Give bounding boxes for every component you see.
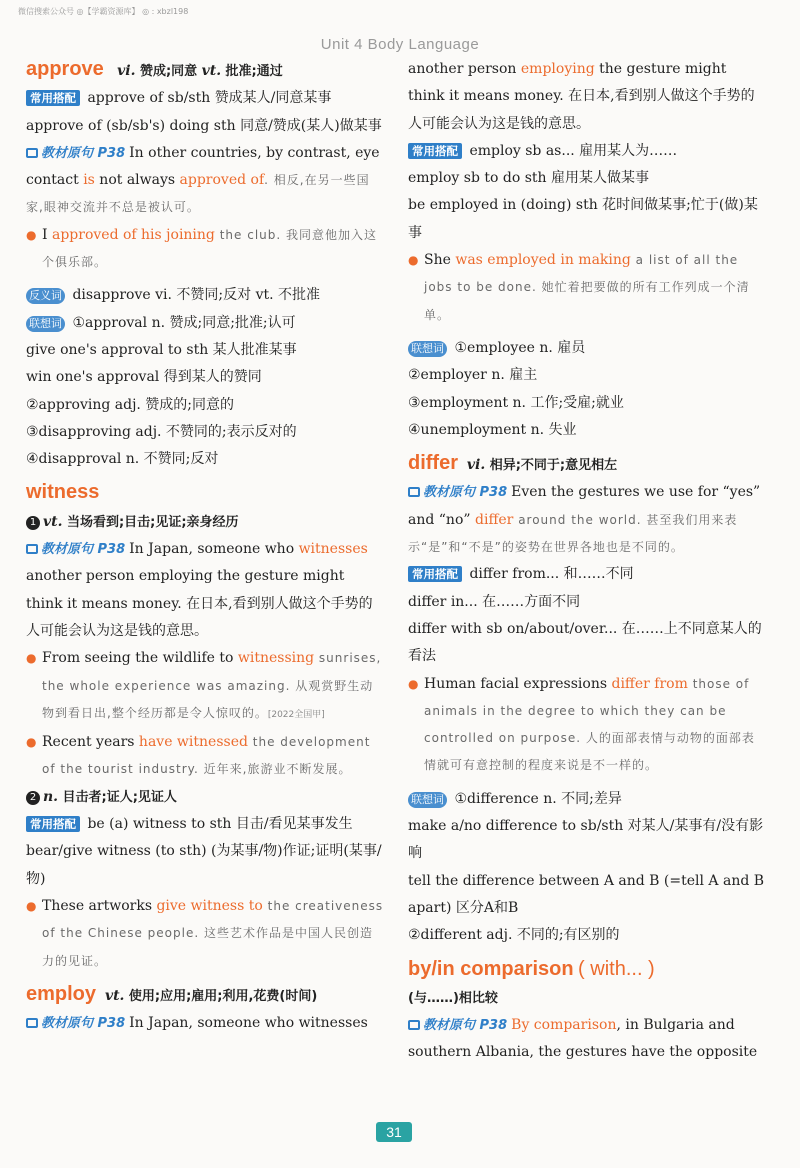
top-watermark: 微信搜索公众号 ◎【学霸资源库】 ◎ : xbzl198 (18, 7, 189, 16)
source-tag (26, 146, 125, 161)
collocation-line: be employed in (doing) sth 花时间做某事;忙于(做)某事 (408, 197, 758, 241)
association-line: ②employer n. 雇主 (408, 367, 538, 384)
translation: a list of all the jobs to be done. 她忙着把要做的所有工作列成一个清单。 (424, 253, 750, 322)
highlight: differ from (611, 675, 688, 692)
right-column (408, 56, 766, 1067)
highlight: was employed in making (455, 252, 631, 269)
bullet-icon: ● (26, 898, 37, 913)
association-line: tell the difference between A and B (=tell A and B apart) 区分A和B (408, 872, 765, 916)
book-icon (26, 1018, 38, 1028)
translation: the creativeness of the Chinese people. 这些艺术作品是中国人民创造力的见证。 (42, 898, 384, 968)
highlight: is (83, 172, 95, 189)
meaning: 使用;应用;雇用;利用,花费(时间) (128, 988, 318, 1004)
source-text: another person employing the gesture might think it means money. 在日本,看到别人做这个手势的人可能会认为这是钱的意思。 (26, 568, 373, 639)
left-column (26, 56, 384, 1037)
source-tag (408, 1018, 507, 1033)
source-tag (26, 1016, 125, 1031)
example-text: She (424, 252, 456, 269)
association-line: ②approving adj. 赞成的;同意的 (26, 396, 235, 413)
example (26, 222, 384, 277)
book-icon (408, 1020, 420, 1030)
headword-witness: witness (26, 481, 100, 504)
source-tag (26, 542, 125, 557)
source-text: , in Bulgaria and southern Albania, the gestures have the opposite (408, 1017, 758, 1061)
association-line: make a/no difference to sb/sth 对某人/某事有/没有影响 (408, 818, 764, 862)
collocation-line: differ from... 和……不同 (465, 566, 634, 583)
headword-suffix: ( with... ) (578, 957, 655, 980)
source-label: 教材原句 P38 (423, 1018, 508, 1034)
source-text: In Japan, someone who witnesses (129, 1015, 368, 1032)
source-text: the gesture might think it means money. 在日本,看到别人做这个手势的人可能会认为这是钱的意思。 (408, 61, 755, 132)
source-text: another person (408, 61, 521, 77)
translation: the development of the tourist industry. 近年来,旅游业不断发展。 (42, 735, 371, 777)
example (26, 645, 384, 729)
example (26, 729, 384, 784)
antonym-line: disapprove vi. 不赞同;反对 vt. 不批准 (68, 287, 320, 304)
collocation-tag: 常用搭配 (408, 566, 462, 582)
meaning: 赞成;同意 (139, 64, 198, 79)
meaning: (与……)相比较 (408, 990, 498, 1006)
example (26, 893, 384, 975)
highlight: have witnessed (138, 734, 248, 751)
source-label: 教材原句 P38 (41, 145, 126, 161)
highlight: By comparison (511, 1017, 617, 1034)
headword-employ: employ (26, 982, 97, 1005)
source-text: In other countries, by contrast, eye contact (26, 144, 380, 189)
antonym-badge: 反义词 (26, 288, 65, 304)
headword-differ: differ (408, 452, 458, 475)
collocation-line: differ with sb on/about/over... 在……上不同意某人的看法 (408, 620, 762, 665)
meaning: 目击者;证人;见证人 (62, 789, 177, 805)
association-line: ②different adj. 不同的;有区别的 (408, 927, 620, 944)
collocation-tag: 常用搭配 (26, 90, 80, 106)
example (408, 247, 766, 329)
example-text: I (42, 226, 52, 243)
pos-label: vt. (104, 987, 125, 1004)
pos-label: n. (43, 788, 59, 805)
collocation-line: approve of sb/sth 赞成某人/同意某事 (83, 90, 332, 107)
translation: sunrises, the whole experience was amazing. 从观赏野生动物到看日出,整个经历都是令人惊叹的。 (42, 651, 382, 720)
highlight: differ (475, 511, 514, 528)
book-icon (26, 148, 38, 158)
example-text: Recent years (42, 734, 139, 751)
pos-label: vi. (466, 457, 486, 474)
example-text: From seeing the wildlife to (42, 650, 238, 667)
source-tag (408, 485, 507, 500)
bullet-icon: ● (26, 735, 37, 750)
book-icon (408, 487, 420, 497)
translation: the club. 我同意他加入这个俱乐部。 (42, 227, 378, 270)
headword-comparison: by/in comparison (408, 957, 574, 980)
association-line: ③employment n. 工作;受雇;就业 (408, 394, 624, 411)
entry-approve-headline (26, 56, 384, 85)
headword-approve: approve (26, 58, 104, 80)
collocation-line: employ sb to do sth 雇用某人做某事 (408, 170, 650, 187)
highlight: witnesses (298, 541, 368, 558)
association-line: ③disapproving adj. 不赞同的;表示反对的 (26, 423, 297, 440)
source-label: 教材原句 P38 (423, 485, 508, 501)
source-label: 教材原句 P38 (41, 542, 126, 558)
highlight: witnessing (237, 650, 315, 667)
page-number: 31 (376, 1122, 412, 1142)
sense-number: 2 (26, 791, 40, 805)
collocation-tag: 常用搭配 (408, 143, 462, 159)
collocation-line: differ in... 在……方面不同 (408, 593, 581, 610)
source-label: 教材原句 P38 (41, 1016, 126, 1032)
highlight: approved of (179, 172, 265, 189)
translation: those of animals in the degree to which they can be controlled on purpose. 人的面部表情与动物的面部表情就可有意控制的程度来说是不一样的。 (424, 676, 755, 773)
highlight: employing (520, 61, 595, 77)
association-badge: 联想词 (408, 341, 447, 357)
collocation-line: employ sb as... 雇用某人为…… (465, 142, 678, 159)
highlight: give witness to (156, 897, 263, 914)
meaning: 相异;不同于;意见相左 (489, 458, 618, 474)
association-line: ④disapproval n. 不赞同;反对 (26, 451, 219, 468)
sense-number: 1 (26, 516, 40, 530)
example-text: These artworks (42, 897, 157, 914)
pos-label: vt. (201, 63, 222, 79)
collocation-line: approve of (sb/sb's) doing sth 同意/赞成(某人)做某事 (26, 117, 382, 134)
pos-label: vt. (43, 513, 63, 530)
collocation-tag: 常用搭配 (26, 816, 80, 832)
example (408, 671, 766, 780)
pos-label: vi. (117, 63, 136, 79)
bullet-icon: ● (408, 676, 419, 691)
book-icon (26, 544, 38, 554)
collocation-line: be (a) witness to sth 目击/看见某事发生 (83, 816, 353, 833)
association-line: win one's approval 得到某人的赞同 (26, 369, 262, 386)
translation: . 相反,在另一些国家,眼神交流并不总是被认可。 (26, 173, 370, 215)
translation: around the world. 甚至我们用来表示“是”和“不是”的姿势在世界各地也是不同的。 (408, 512, 738, 555)
source-text: Even the gestures we use for “yes” and “no” (408, 484, 761, 528)
example-text: Human facial expressions (424, 675, 612, 692)
bullet-icon: ● (26, 227, 37, 242)
exam-source: [2022全国甲] (267, 709, 325, 720)
source-text: not always (94, 172, 180, 189)
highlight: approved of his joining (51, 226, 215, 243)
unit-title: Unit 4 Body Language (320, 36, 480, 53)
association-line: ①difference n. 不同;差异 (450, 790, 622, 807)
association-badge: 联想词 (408, 792, 447, 808)
bullet-icon: ● (26, 651, 37, 666)
meaning: 当场看到;目击;见证;亲身经历 (66, 514, 239, 530)
association-badge: 联想词 (26, 316, 65, 332)
association-line: ①approval n. 赞成;同意;批准;认可 (68, 314, 296, 331)
association-line: ④unemployment n. 失业 (408, 421, 577, 438)
source-text: In Japan, someone who (129, 541, 299, 558)
meaning: 批准;通过 (225, 64, 283, 79)
bullet-icon: ● (408, 253, 419, 268)
collocation-line: bear/give witness (to sth) (为某事/物)作证;证明(某事/物) (26, 843, 382, 887)
association-line: give one's approval to sth 某人批准某事 (26, 341, 297, 358)
association-line: ①employee n. 雇员 (450, 339, 586, 356)
